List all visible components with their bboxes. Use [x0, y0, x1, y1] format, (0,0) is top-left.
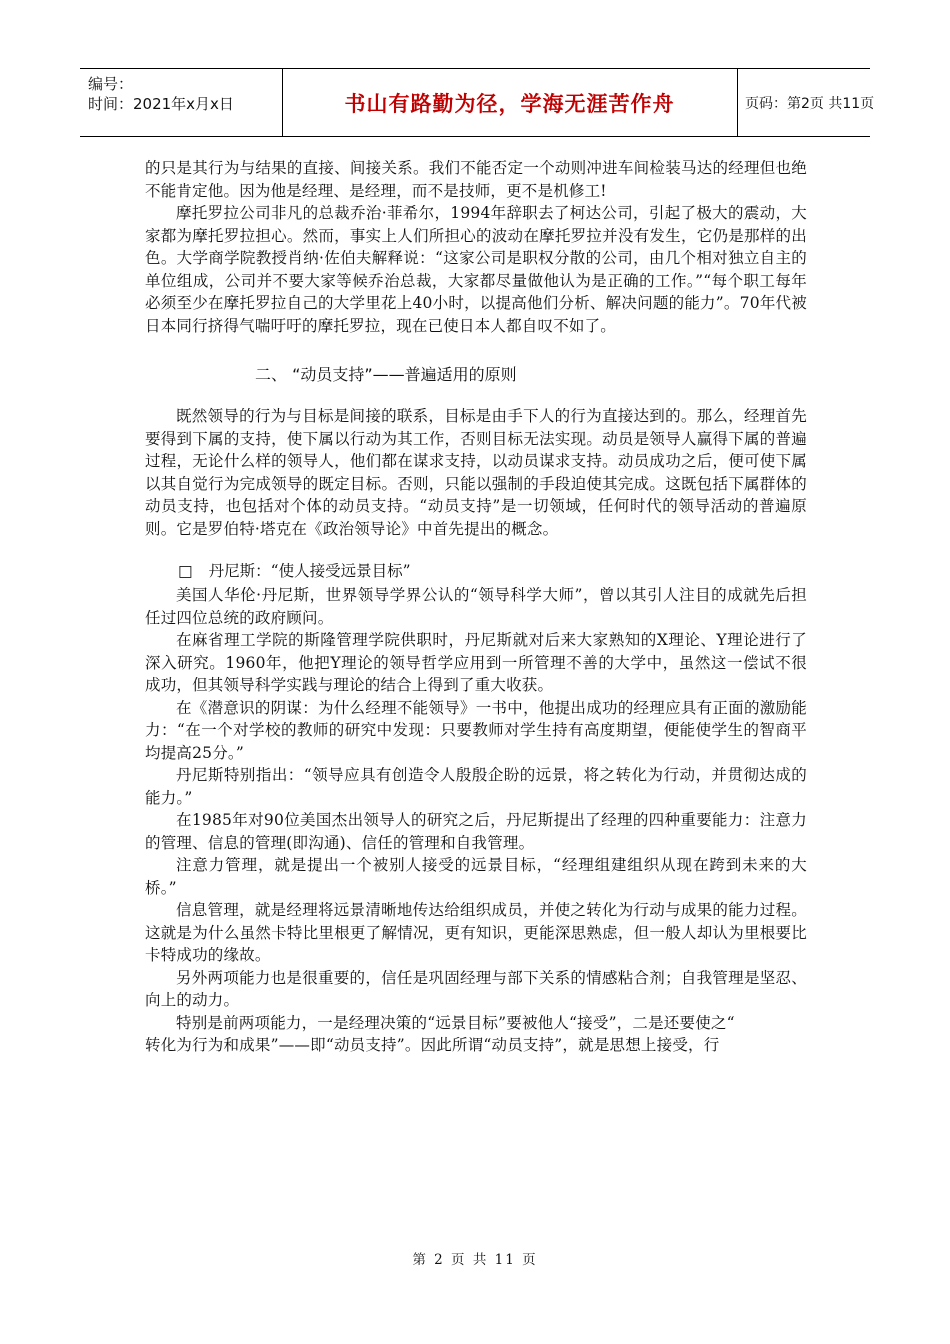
body-paragraph: 丹尼斯特别指出：“领导应具有创造令人殷殷企盼的远景，将之转化为行动，并贯彻达成的能力。”: [145, 766, 807, 807]
section-heading: 二、 “动员支持”——普遍适用的原则: [255, 365, 517, 384]
body-paragraph: 在《潜意识的阴谋：为什么经理不能领导》一书中，他提出成功的经理应具有正面的激励能力：“在一个对学校的教师的研究中发现：只要教师对学生持有高度期望，便能使学生的智商平均提高25分。”: [145, 698, 807, 762]
body-paragraph: 摩托罗拉公司非凡的总裁乔治·菲希尔，1994年辞职去了柯达公司，引起了极大的震动，大家都为摩托罗拉担心。然而，事实上人们所担心的波动在摩托罗拉并没有发生，它仍是那样的出色。大学商学院教授肖纳·佐伯夫解释说：“这家公司是职权分散的公司，由几个相对独立自主的单位组成，公司并不要大家等候乔治总裁，大家都尽量做他认为是正确的工作。”“每个职工每年必须至少在摩托罗拉自己的大学里花上40小时，以提高他们分析、解决问题的能力”。70年代被日本同行挤得气喘吁吁的摩托罗拉，现在已使日本人都自叹不如了。: [145, 204, 807, 335]
header-meta: [80, 69, 283, 136]
subsection-heading: [145, 560, 807, 582]
document-number-label: 编号：: [88, 75, 134, 93]
body-paragraph: 既然领导的行为与目标是间接的联系，目标是由手下人的行为直接达到的。那么，经理首先要得到下属的支持，使下属以行动为其工作，否则目标无法实现。动员是领导人赢得下属的普遍过程，无论什么样的领导人，他们都在谋求支持，以动员谋求支持。动员成功之后，便可使下属以其自觉行为完成领导的既定目标。否则，只能以强制的手段迫使其完成。这既包括下属群体的动员支持，也包括对个体的动员支持。“动员支持”是一切领域，任何时代的领导活动的普遍原则。它是罗伯特·塔克在《政治领导论》中首先提出的概念。: [145, 407, 807, 538]
body-paragraph: 的只是其行为与结果的直接、间接关系。我们不能否定一个动则冲进车间检装马达的经理但也绝不能肯定他。因为他是经理、是经理，而不是技师，更不是机修工!: [145, 159, 807, 200]
header-page-info: 页码：第2页 共11页: [745, 95, 875, 112]
body-paragraph: 另外两项能力也是很重要的，信任是巩固经理与部下关系的情感粘合剂；自我管理是坚忍、向上的动力。: [145, 968, 807, 1009]
page-header: [80, 68, 875, 137]
header-page-cell: [737, 69, 875, 136]
body-paragraph: 转化为行为和成果”——即“动员支持”。因此所谓“动员支持”，就是思想上接受，行: [145, 1036, 720, 1054]
document-date: 时间：2021年x月x日: [88, 95, 234, 113]
body-paragraph: 在麻省理工学院的斯隆管理学院供职时，丹尼斯就对后来大家熟知的X理论、Y理论进行了深入研究。1960年，他把Y理论的领导哲学应用到一所管理不善的大学中，虽然这一偿试不很成功，但其领导科学实践与理论的结合上得到了重大收获。: [145, 631, 807, 694]
body-paragraph: 信息管理，就是经理将远景清晰地传达给组织成员，并使之转化为行动与成果的能力过程。这就是为什么虽然卡特比里根更了解情况，更有知识，更能深思熟虑，但一般人却认为里根要比卡特成功的缘故。: [145, 901, 807, 964]
body-paragraph: 美国人华伦·丹尼斯，世界领导学界公认的“领导科学大师”，曾以其引人注目的成就先后担任过四位总统的政府顾问。: [145, 586, 807, 627]
body-paragraph: 注意力管理，就是提出一个被别人接受的远景目标，“经理组建组织从现在跨到未来的大桥。”: [145, 856, 807, 897]
document-body: [145, 157, 807, 1057]
header-motto: 书山有路勤为径，学海无涯苦作舟: [344, 91, 675, 116]
body-paragraph: 在1985年对90位美国杰出领导人的研究之后，丹尼斯提出了经理的四种重要能力：注意力的管理、信息的管理(即沟通)、信任的管理和自我管理。: [145, 811, 807, 852]
page-footer-number: 第 2 页 共 11 页: [412, 1252, 538, 1268]
body-paragraph: 特别是前两项能力，一是经理决策的“远景目标”要被他人“接受”，二是还要使之“: [176, 1013, 735, 1032]
checkbox-bullet-icon: □: [178, 562, 193, 580]
header-motto-cell: [282, 69, 738, 136]
subsection-heading-text: 丹尼斯：“使人接受远景目标”: [208, 562, 411, 580]
